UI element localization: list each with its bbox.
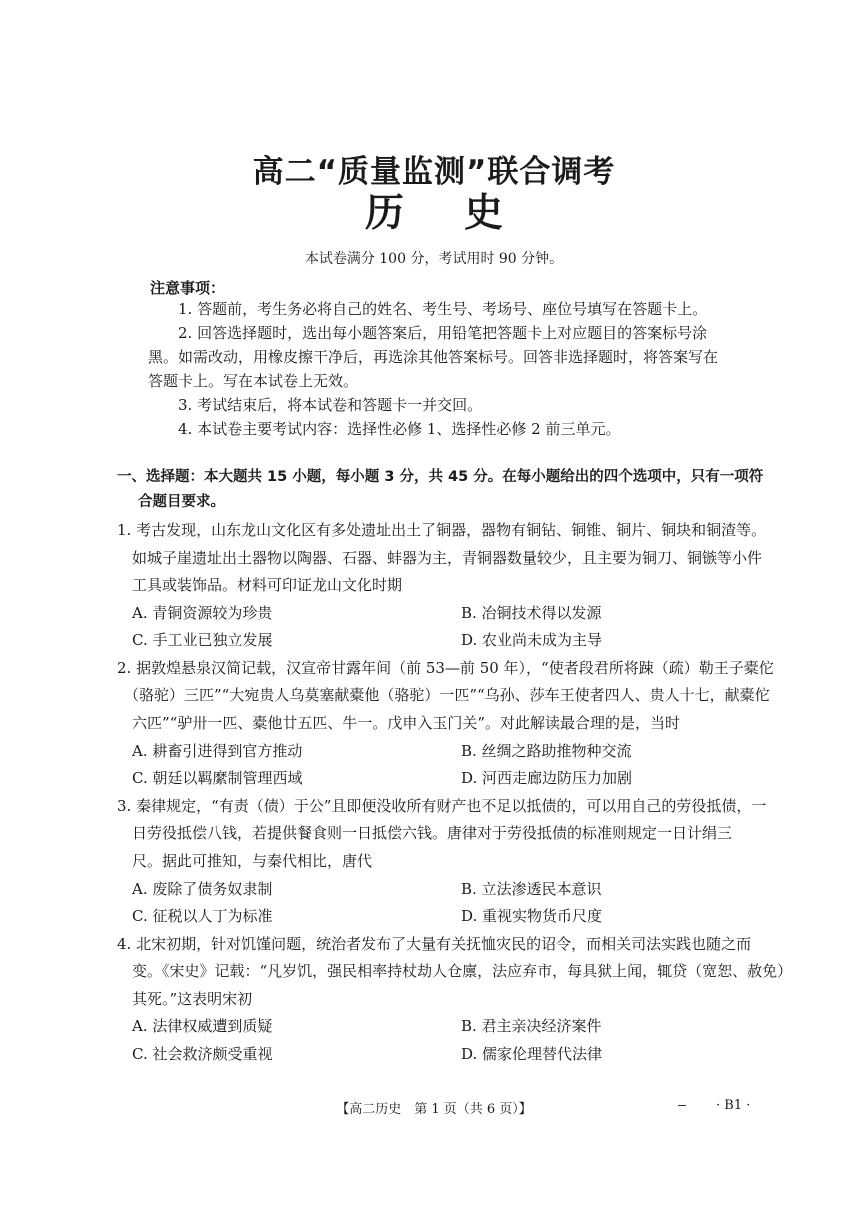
question-2-stem: （骆驼）三匹”“大宛贵人乌莫塞献橐他（骆驼）一匹”“乌孙、莎车王使者四人、贵人十七，献橐佗 [124, 686, 770, 704]
question-1-stem: 工具或装饰品。材料可印证龙山文化时期 [132, 576, 403, 594]
notice-line: 答题卡上。写在本试卷上无效。 [148, 372, 359, 390]
question-1-option-c: C. 手工业已独立发展 [132, 631, 273, 649]
question-3-stem: 日劳役抵偿八钱，若提供餐食则一日抵偿六钱。唐律对于劳役抵债的标准则规定一日计绢三 [132, 824, 733, 842]
question-4-option-a: A. 法律权威遭到质疑 [132, 1017, 273, 1035]
question-1-stem: 1. 考古发现，山东龙山文化区有多处遗址出土了铜器，器物有铜钻、铜锥、铜片、铜块和铜渣等。 [117, 521, 767, 539]
subject-title: 历史 [364, 191, 563, 236]
question-3-option-b: B. 立法渗透民本意识 [461, 880, 602, 898]
notice-line: 1. 答题前，考生务必将自己的姓名、考生号、考场号、座位号填写在答题卡上。 [178, 300, 708, 318]
question-2-option-a: A. 耕畜引进得到官方推动 [132, 742, 303, 760]
question-4-option-c: C. 社会救济颇受重视 [132, 1045, 273, 1063]
question-3-option-c: C. 征税以人丁为标准 [132, 907, 273, 925]
question-2-option-c: C. 朝廷以羁縻制管理西域 [132, 769, 303, 787]
question-4-option-b: B. 君主亲决经济案件 [461, 1017, 602, 1035]
page-footer: 【高二历史 第 1 页（共 6 页）】 [336, 1102, 532, 1117]
exam-title: 高二“质量监测”联合调考 [252, 154, 616, 190]
question-4-option-d: D. 儒家伦理替代法律 [461, 1045, 603, 1063]
question-4-stem: 其死。”这表明宋初 [132, 990, 253, 1008]
question-3-stem: 尺。据此可推知，与秦代相比，唐代 [132, 852, 373, 870]
question-4-stem: 4. 北宋初期，针对饥馑问题，统治者发布了大量有关抚恤灾民的诏令，而相关司法实践也随之而 [117, 935, 752, 953]
notice-line: 2. 回答选择题时，选出每小题答案后，用铅笔把答题卡上对应题目的答案标号涂 [178, 324, 708, 342]
question-2-stem: 2. 据敦煌悬泉汉简记载，汉宣帝甘露年间（前 53—前 50 年），“使者段君所将踈（疏）勒王子橐佗 [117, 659, 774, 677]
question-1-option-d: D. 农业尚未成为主导 [461, 631, 603, 649]
section-heading: 一、选择题：本大题共 15 小题，每小题 3 分，共 45 分。在每小题给出的四个选项中，只有一项符 [117, 469, 764, 485]
question-2-option-d: D. 河西走廊边防压力加剧 [461, 769, 633, 787]
paper-code: · B1 · [716, 1098, 751, 1113]
question-2-stem: 六匹”“驴卅一匹、橐他廿五匹、牛一。戊申入玉门关”。对此解读最合理的是，当时 [132, 714, 681, 732]
section-heading-cont: 合题目要求。 [138, 494, 225, 510]
question-1-stem: 如城子崖遗址出土器物以陶器、石器、蚌器为主，青铜器数量较少，且主要为铜刀、铜镞等小件 [132, 549, 763, 567]
notice-line: 3. 考试结束后，将本试卷和答题卡一并交回。 [178, 396, 483, 414]
exam-info: 本试卷满分 100 分，考试用时 90 分钟。 [304, 251, 564, 267]
notice-line: 黑。如需改动，用橡皮擦干净后，再选涂其他答案标号。回答非选择题时，将答案写在 [148, 348, 719, 366]
footer-mark [678, 1105, 686, 1106]
question-3-option-d: D. 重视实物货币尺度 [461, 907, 603, 925]
question-3-stem: 3. 秦律规定，“有责（债）于公”且即便没收所有财产也不足以抵债的，可以用自己的劳役抵债，一 [117, 797, 767, 815]
question-1-option-a: A. 青铜资源较为珍贵 [132, 604, 273, 622]
question-4-stem: 变。《宋史》记载：“凡岁饥，强民相率持杖劫人仓廪，法应弃市，每具狱上闻，辄贷（宽恕、赦免） [132, 962, 793, 980]
notice-heading: 注意事项： [150, 279, 226, 297]
question-2-option-b: B. 丝绸之路助推物种交流 [461, 742, 632, 760]
notice-line: 4. 本试卷主要考试内容：选择性必修 1、选择性必修 2 前三单元。 [178, 420, 621, 438]
question-3-option-a: A. 废除了债务奴隶制 [132, 880, 273, 898]
question-1-option-b: B. 冶铜技术得以发源 [461, 604, 602, 622]
